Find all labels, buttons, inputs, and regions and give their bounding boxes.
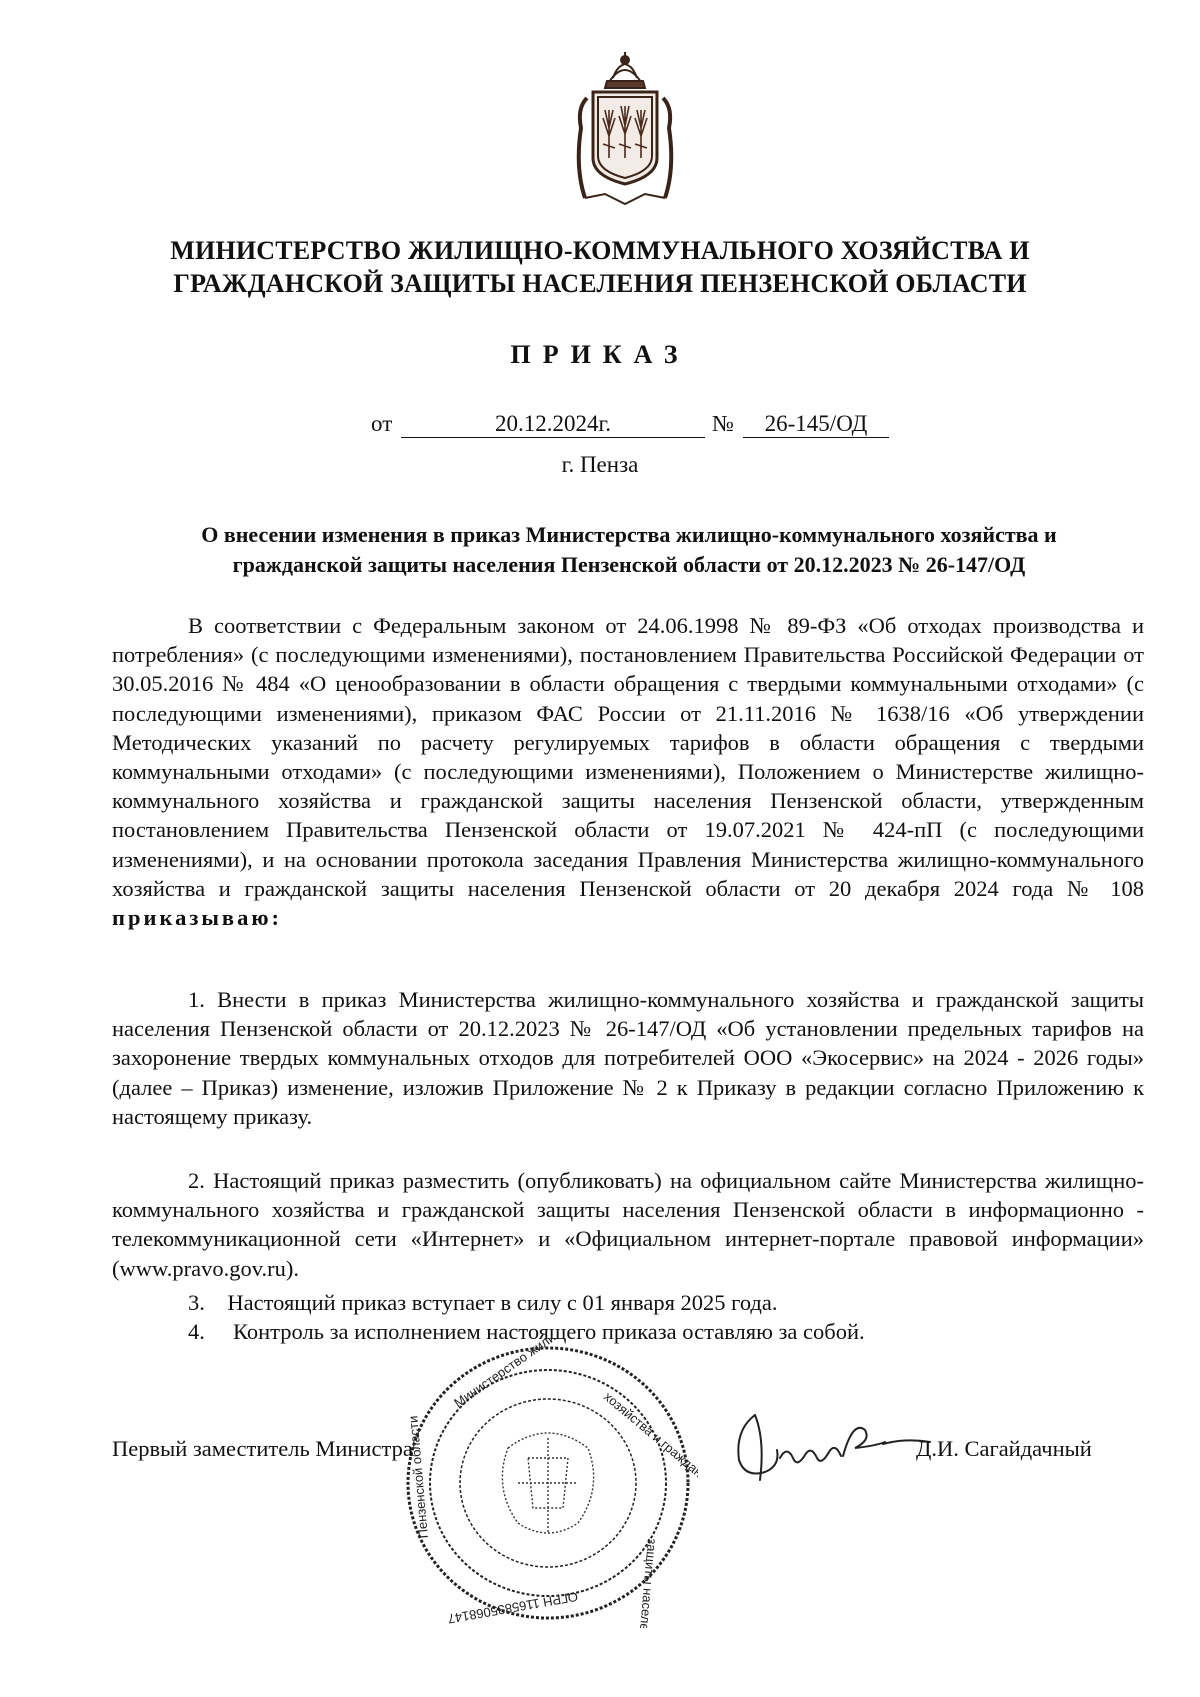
ministry-header xyxy=(100,234,1100,300)
order-item-3-number: 3. xyxy=(188,1290,205,1315)
svg-text:защиты населения: защиты населения xyxy=(635,1537,660,1628)
order-item-2: 2. Настоящий приказ разместить (опубликовать) на официальном сайте Министерства жилищно-коммунального хозяйства и гражданской защиты населения Пензенской области в информационно - телекоммуникационной сети «Интернет» и «Официальном интернет-портале правовой информации» (www.pravo.gov.ru). xyxy=(112,1168,1144,1281)
subject-line-1: О внесении изменения в приказ Министерства жилищно-коммунального хозяйства и xyxy=(201,522,1057,547)
handwritten-signature xyxy=(725,1400,935,1490)
signatory-name: Д.И. Сагайдачный xyxy=(916,1436,1092,1461)
preamble-paragraph xyxy=(112,611,1144,932)
document-date: 20.12.2024г. xyxy=(401,411,705,438)
order-item-1: 1. Внести в приказ Министерства жилищно-коммунального хозяйства и гражданской защиты населения Пензенской области от 20.12.2023 № 26-147/ОД «Об установлении предельных тарифов на захоронение твердых коммунальных отходов для потребителей ООО «Экосервис» на 2024 - 2026 годы» (далее – Приказ) изменение, изложив Приложение № 2 к Приказу в редакции согласно Приложению к настоящему приказу. xyxy=(112,987,1144,1129)
order-word: приказываю: xyxy=(112,905,283,931)
document-type-title: ПРИКАЗ xyxy=(510,340,690,369)
order-item-4-text: Контроль за исполнением настоящего приказа оставляю за собой. xyxy=(233,1319,865,1344)
document-number: 26-145/ОД xyxy=(743,411,889,438)
official-seal-stamp xyxy=(398,1338,698,1628)
signatory-position: Первый заместитель Министра xyxy=(112,1436,413,1461)
document-subject xyxy=(112,520,1146,580)
order-item-3-text: Настоящий приказ вступает в силу с 01 января 2025 года. xyxy=(227,1290,778,1315)
city-name: г. Пенза xyxy=(561,452,639,477)
order-item-3 xyxy=(188,1288,1200,1317)
date-prefix: от xyxy=(371,411,393,436)
number-sign: № xyxy=(712,411,734,436)
svg-text:Пензенской области: Пензенской области xyxy=(405,1415,431,1540)
ministry-name-line-2: ГРАЖДАНСКОЙ ЗАЩИТЫ НАСЕЛЕНИЯ ПЕНЗЕНСКОЙ ОБЛАСТИ xyxy=(173,269,1027,298)
svg-text:ОГРН 1165835068147: ОГРН 1165835068147 xyxy=(446,1588,580,1627)
preamble-text: В соответствии с Федеральным законом от 24.06.1998 № 89-ФЗ «Об отходах производства и потребления» (с последующими изменениями), постановлением Правительства Российской Федерации от 30.05.2016 № 484 «О ценообразовании в области обращения с твердыми коммунальными отходами» (с последующими изменениями), приказом ФАС России от 21.11.2016 № 1638/16 «Об утверждении Методических указаний по расчету регулируемых тарифов в области обращения с твердыми коммунальными отходами» (с последующими изменениями), Положением о Министерстве жилищно-коммунального хозяйства и гражданской защиты населения Пензенской области, утвержденным постановлением Правительства Пензенской области от 19.07.2021 № 424-пП (с последующими изменениями), и на основании протокола заседания Правления Министерства жилищно-коммунального хозяйства и гражданской защиты населения Пензенской области от 20 декабря 2024 года № 108 xyxy=(112,613,1144,901)
ministry-name-line-1: МИНИСТЕРСТВО ЖИЛИЩНО-КОММУНАЛЬНОГО ХОЗЯЙСТВА И xyxy=(170,236,1030,265)
subject-line-2: гражданской защиты населения Пензенской области от 20.12.2023 № 26-147/ОД xyxy=(232,552,1026,577)
svg-text:хозяйства и гражданской: хозяйства и гражданской xyxy=(601,1388,698,1498)
coat-of-arms-emblem xyxy=(565,48,685,208)
order-item-4-number: 4. xyxy=(188,1319,205,1344)
